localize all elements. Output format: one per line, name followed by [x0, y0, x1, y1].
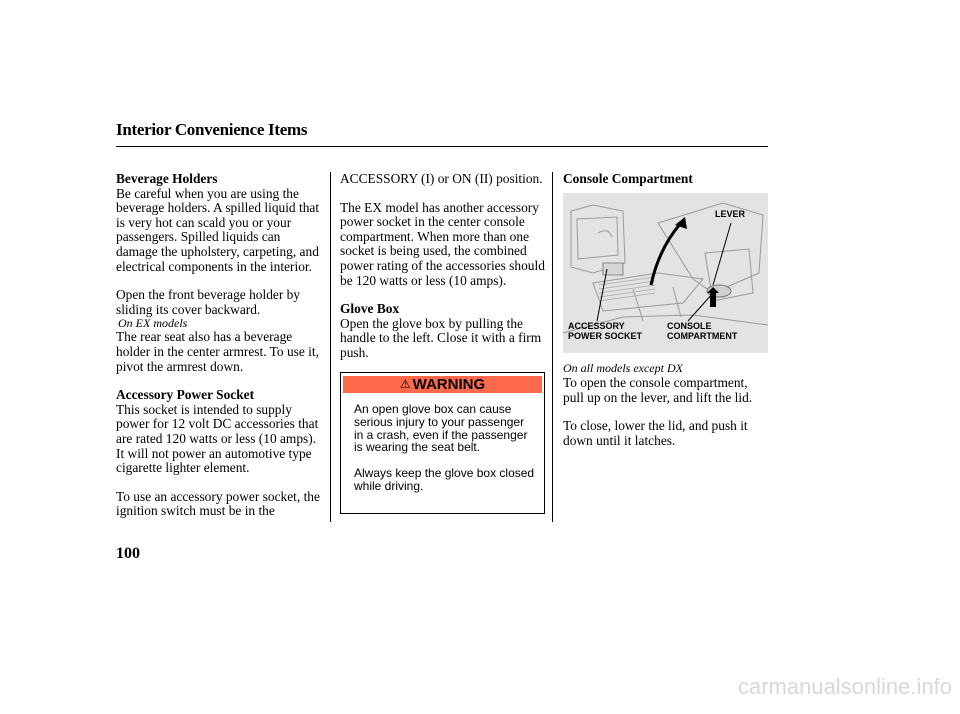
warning-banner: [343, 376, 542, 393]
warning-paragraph-2: Always keep the glove box closed while driving.: [354, 466, 535, 493]
warning-text: [354, 403, 536, 493]
header-rule: [116, 146, 768, 147]
page-number: 100: [116, 545, 140, 562]
socket-paragraph-2: To use an accessory power socket, the ignition switch must be in the: [116, 488, 320, 519]
beverage-paragraph-3: The rear seat also has a beverage holder in the center armrest. To use it, pivot the armrest down.: [116, 329, 319, 374]
ex-models-note: On EX models: [118, 316, 188, 331]
console-paragraph-1: To open the console compartment, pull up on the lever, and lift the lid.: [563, 375, 753, 405]
column-middle: [340, 172, 550, 361]
warning-triangle-icon: ⚠: [399, 377, 411, 391]
column-divider-2: [552, 172, 553, 522]
beverage-holders-heading: Beverage Holders: [116, 171, 218, 186]
column-left: [116, 172, 324, 519]
accessory-socket-heading: Accessory Power Socket: [116, 387, 255, 403]
console-compartment-heading: Console Compartment: [563, 171, 693, 186]
lever-label: LEVER: [715, 209, 746, 219]
accessory-power-socket-label: ACCESSORY POWER SOCKET: [568, 321, 643, 341]
beverage-paragraph-2: Open the front beverage holder by sliding its cover backward.: [116, 287, 301, 317]
page-title: Interior Convenience Items: [116, 120, 308, 139]
socket-paragraph-2-continued: ACCESSORY (I) or ON (II) position.: [340, 171, 543, 186]
column-right: [563, 376, 768, 448]
figure-caption: On all models except DX: [563, 361, 683, 375]
console-compartment-label: CONSOLE COMPARTMENT: [667, 321, 738, 341]
socket-paragraph-1: This socket is intended to supply power for 12 volt DC accessories that are rated 120 watts or less (10 amps). It will not power an automotive type cigarette lighter element.: [116, 401, 319, 476]
warning-label: WARNING: [412, 376, 486, 393]
console-paragraph-2: To close, lower the lid, and push it down until it latches.: [563, 418, 748, 448]
console-illustration: [563, 193, 768, 353]
socket-paragraph-3: The EX model has another accessory power socket in the center console compartment. When more than one socket is being used, the combined power rating of the accessories should be 120 watts or less (10 amps).: [340, 199, 545, 288]
column-divider-1: [330, 172, 331, 522]
warning-box: [340, 372, 545, 514]
glove-box-paragraph: Open the glove box by pulling the handle to the left. Close it with a firm push.: [340, 315, 542, 360]
site-watermark: carmanualsonline.info: [737, 674, 952, 699]
warning-paragraph-1: An open glove box can cause serious injury to your passenger in a crash, even if the passenger is wearing the seat belt.: [354, 402, 528, 455]
glove-box-heading: Glove Box: [340, 301, 400, 317]
beverage-paragraph-1: Be careful when you are using the beverage holders. A spilled liquid that is very hot can scald you or your passengers. Spilled liquids can damage the upholstery, carpeting, and electrical components in the interior.: [116, 185, 320, 274]
